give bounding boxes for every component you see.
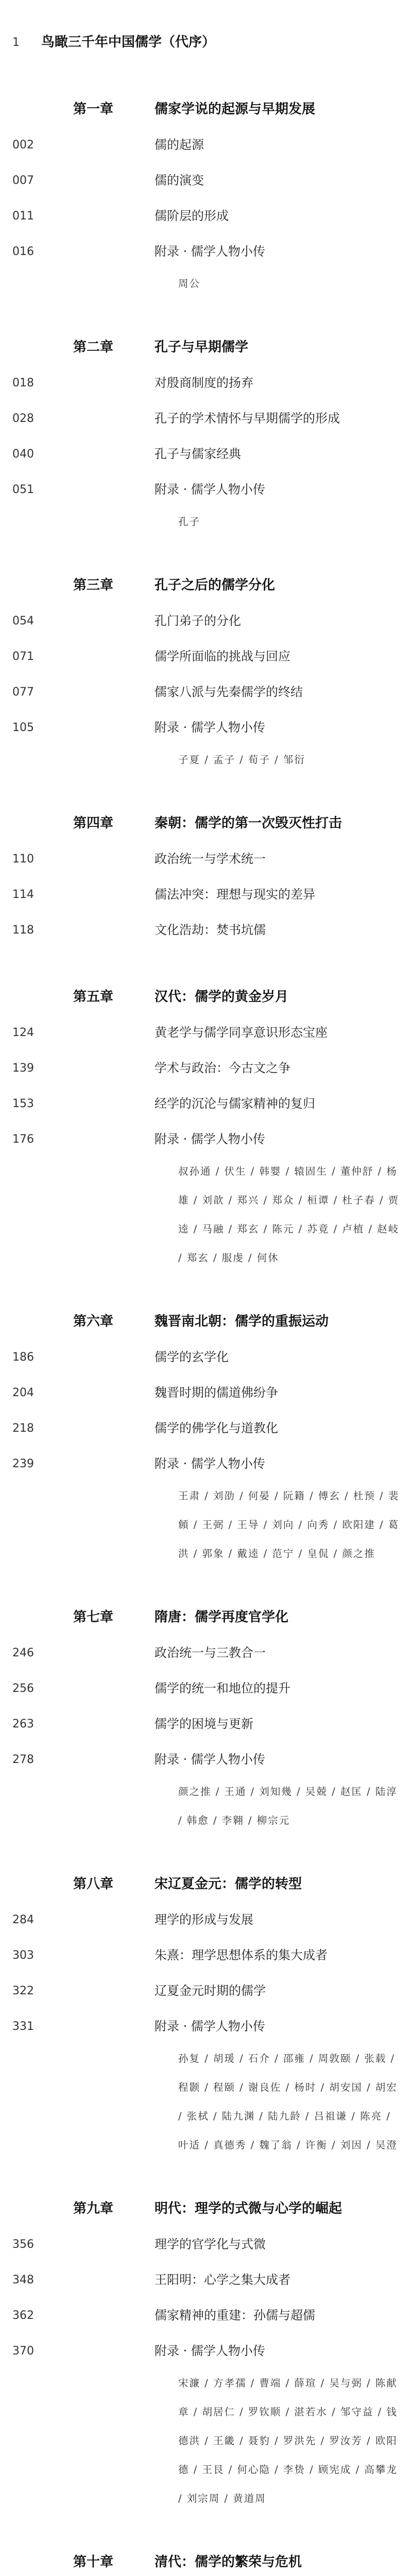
page-number: 176 <box>12 1133 34 1146</box>
section-title: 附录 · 儒学人物小传 <box>154 1456 265 1471</box>
section-entry[interactable] <box>0 1050 412 1086</box>
section-entry[interactable] <box>0 198 412 234</box>
section-entry[interactable] <box>0 1375 412 1411</box>
chapter-label: 第六章 <box>73 1314 114 1329</box>
section-entry[interactable] <box>0 2227 412 2262</box>
page-number: 331 <box>12 2020 34 2033</box>
page-number: 124 <box>12 1026 34 1039</box>
page-number: 348 <box>12 2274 34 2286</box>
chapter-label: 第二章 <box>73 340 114 355</box>
section-entry[interactable] <box>0 1635 412 1671</box>
section-title: 儒的演变 <box>154 173 204 188</box>
biography-names: 叔孙通 / 伏生 / 韩婴 / 辕固生 / 董仲舒 / 杨雄 / 刘歆 / 郑兴 / 郑众 / 桓谭 / 杜子春 / 贾逵 / 马融 / 郑玄 / 陈元 / 苏竟 / 卢植 / 赵岐 / 郑玄 / 服虔 / 何休 <box>178 1165 400 1264</box>
page-number: 114 <box>12 888 34 901</box>
chapter-heading[interactable] <box>0 567 412 603</box>
chapter-heading[interactable] <box>0 979 412 1015</box>
chapter-heading[interactable] <box>0 1599 412 1635</box>
section-title: 儒学的佛学化与道教化 <box>154 1421 278 1435</box>
section-entry[interactable] <box>0 365 412 401</box>
section-title: 王阳明：心学之集大成者 <box>154 2273 290 2287</box>
section-title: 儒家八派与先秦儒学的终结 <box>154 685 303 699</box>
chapter-title: 隋唐：儒学再度官学化 <box>154 1609 289 1625</box>
section-title: 儒的起源 <box>154 138 204 152</box>
page-number: 077 <box>12 686 34 699</box>
section-title: 附录 · 儒学人物小传 <box>154 720 265 735</box>
section-title: 儒家精神的重建：孙儒与超儒 <box>154 2308 315 2323</box>
chapter-label: 第一章 <box>73 101 114 117</box>
section-title: 儒学的统一和地位的提升 <box>154 1681 290 1696</box>
section-entry[interactable] <box>0 1902 412 1938</box>
section-entry[interactable] <box>0 472 412 507</box>
page-number: 218 <box>12 1422 34 1435</box>
page-number: 018 <box>12 377 34 389</box>
section-title: 魏晋时期的儒道佛纷争 <box>154 1385 278 1400</box>
page-number: 051 <box>12 483 34 496</box>
section-title: 黄老学与儒学同享意识形态宝座 <box>154 1025 328 1040</box>
section-entry[interactable] <box>0 603 412 639</box>
page-number: 040 <box>12 448 34 461</box>
section-entry[interactable] <box>0 1122 412 1157</box>
section-entry[interactable] <box>0 1086 412 1122</box>
chapter-list <box>0 91 412 2576</box>
page-number: 256 <box>12 1682 34 1695</box>
chapter-heading[interactable] <box>0 2191 412 2227</box>
section-title: 理学的形成与发展 <box>154 1912 253 1927</box>
section-entry[interactable] <box>0 1742 412 1777</box>
chapter-heading[interactable] <box>0 1866 412 1902</box>
page-number: 204 <box>12 1386 34 1399</box>
page-number: 1 <box>12 36 20 49</box>
page-number: 263 <box>12 1718 34 1731</box>
page-number: 139 <box>12 1062 34 1075</box>
section-entry[interactable] <box>0 1340 412 1375</box>
page-number: 186 <box>12 1351 34 1364</box>
page-number: 303 <box>12 1949 34 1962</box>
page-number: 016 <box>12 245 34 258</box>
page-number: 071 <box>12 650 34 663</box>
section-title: 孔子与儒家经典 <box>154 447 241 461</box>
page-number: 370 <box>12 2345 34 2358</box>
biography-names: 孙复 / 胡瑗 / 石介 / 邵雍 / 周敦颐 / 张载 / 程颢 / 程颐 / 谢良佐 / 杨时 / 胡安国 / 胡宏 / 张栻 / 陆九渊 / 陆九龄 / 吕祖谦 / 陈亮 / 叶适 / 真德秀 / 魏了翁 / 许衡 / 刘因 / 吴澄 <box>178 2053 398 2151</box>
page-number: 002 <box>12 139 34 151</box>
chapter-heading[interactable] <box>0 91 412 127</box>
section-title: 附录 · 儒学人物小传 <box>154 2019 265 2033</box>
section-entry[interactable] <box>0 1706 412 1742</box>
section-entry[interactable] <box>0 1446 412 1482</box>
section-title: 对殷商制度的扬弃 <box>154 376 253 390</box>
section-title: 附录 · 儒学人物小传 <box>154 1752 265 1767</box>
chapter-title: 儒家学说的起源与早期发展 <box>154 101 316 117</box>
section-title: 政治统一与三教合一 <box>154 1646 266 1660</box>
section-entry[interactable] <box>0 2009 412 2044</box>
chapter-heading[interactable] <box>0 1303 412 1340</box>
section-title: 儒学所面临的挑战与回应 <box>154 649 290 664</box>
preface-title: 鸟瞰三千年中国儒学（代序） <box>41 35 216 50</box>
section-title: 政治统一与学术统一 <box>154 852 266 866</box>
page-number: 110 <box>12 853 34 866</box>
section-title: 附录 · 儒学人物小传 <box>154 482 265 497</box>
chapter-heading[interactable] <box>0 2544 412 2576</box>
page-number: 007 <box>12 174 34 187</box>
section-entry[interactable] <box>0 401 412 436</box>
chapter-title: 魏晋南北朝：儒学的重振运动 <box>154 1314 329 1329</box>
chapter-label: 第七章 <box>73 1609 114 1625</box>
chapter-title: 汉代：儒学的黄金岁月 <box>154 989 289 1005</box>
chapter-label: 第八章 <box>73 1876 114 1892</box>
page-number: 356 <box>12 2238 34 2251</box>
chapter-title: 孔子之后的儒学分化 <box>154 578 276 593</box>
section-entry[interactable] <box>0 1015 412 1050</box>
chapter-heading[interactable] <box>0 805 412 841</box>
chapter-title: 秦朝：儒学的第一次毁灭性打击 <box>154 816 342 831</box>
page-number: 362 <box>12 2309 34 2322</box>
section-title: 朱熹：理学思想体系的集大成者 <box>154 1948 328 1962</box>
section-title: 经学的沉沦与儒家精神的复归 <box>154 1096 315 1111</box>
chapter-heading[interactable] <box>0 329 412 365</box>
section-title: 学术与政治：今古文之争 <box>154 1061 290 1075</box>
section-entry[interactable] <box>0 163 412 198</box>
page-number: 011 <box>12 210 34 223</box>
page-number: 246 <box>12 1647 34 1659</box>
section-entry[interactable] <box>0 127 412 163</box>
page-number: 278 <box>12 1753 34 1766</box>
chapter-label: 第三章 <box>73 578 114 593</box>
section-title: 儒学的困境与更新 <box>154 1717 253 1731</box>
page-number: 105 <box>12 721 34 734</box>
chapter-title: 清代：儒学的繁荣与危机 <box>154 2554 302 2570</box>
biography-names: 王肃 / 刘劭 / 何晏 / 阮籍 / 傅玄 / 杜预 / 裴頠 / 王弼 / 王导 / 刘向 / 向秀 / 欧阳建 / 葛洪 / 郭象 / 戴逵 / 范宁 / 皇侃 / 颜之推 <box>178 1490 400 1560</box>
section-entry[interactable] <box>0 436 412 472</box>
page-number: 118 <box>12 924 34 937</box>
chapter-title: 明代：理学的式微与心学的崛起 <box>154 2201 342 2216</box>
chapter-label: 第十章 <box>73 2554 114 2570</box>
section-title: 理学的官学化与式微 <box>154 2237 266 2251</box>
page-number: 322 <box>12 1985 34 1997</box>
section-title: 附录 · 儒学人物小传 <box>154 2344 265 2358</box>
preface-entry[interactable] <box>0 25 412 60</box>
section-entry[interactable] <box>0 841 412 877</box>
section-entry[interactable] <box>0 674 412 710</box>
section-title: 孔门弟子的分化 <box>154 614 241 628</box>
page-number: 153 <box>12 1097 34 1110</box>
section-entry[interactable] <box>0 234 412 269</box>
biography-names: 颜之推 / 王通 / 刘知幾 / 吴兢 / 赵匡 / 陆淳 / 韩愈 / 李翱 / 柳宗元 <box>178 1786 398 1826</box>
section-title: 儒阶层的形成 <box>154 209 229 223</box>
chapter-label: 第四章 <box>73 816 114 831</box>
section-entry[interactable] <box>0 1671 412 1706</box>
section-title: 附录 · 儒学人物小传 <box>154 244 265 259</box>
chapter-label: 第九章 <box>73 2201 114 2216</box>
section-entry[interactable] <box>0 877 412 912</box>
chapter-title: 宋辽夏金元：儒学的转型 <box>154 1876 302 1892</box>
section-title: 附录 · 儒学人物小传 <box>154 1132 265 1146</box>
chapter-label: 第五章 <box>73 989 114 1005</box>
biography-names: 孔子 <box>178 516 201 528</box>
section-title: 儒法冲突：理想与现实的差异 <box>154 887 315 902</box>
page-number: 028 <box>12 412 34 425</box>
biography-names: 周公 <box>178 278 201 290</box>
section-entry[interactable] <box>0 2262 412 2298</box>
section-entry[interactable] <box>0 2298 412 2333</box>
biography-names: 宋濂 / 方孝孺 / 曹端 / 薛瑄 / 吴与弼 / 陈献章 / 胡居仁 / 罗钦顺 / 湛若水 / 邹守益 / 钱德洪 / 王畿 / 聂豹 / 罗洪先 / 罗汝芳 / 欧阳德 / 王艮 / 何心隐 / 李贽 / 顾宪成 / 高攀龙 / 刘宗周 / 黄道周 <box>178 2377 398 2504</box>
page-number: 054 <box>12 615 34 628</box>
section-title: 辽夏金元时期的儒学 <box>154 1984 266 1998</box>
section-entry[interactable] <box>0 1973 412 2009</box>
section-title: 孔子的学术情怀与早期儒学的形成 <box>154 411 340 426</box>
section-entry[interactable] <box>0 1938 412 1973</box>
chapter-title: 孔子与早期儒学 <box>154 340 249 355</box>
section-entry[interactable] <box>0 639 412 674</box>
biography-names: 子夏 / 孟子 / 荀子 / 邹衍 <box>178 754 305 766</box>
page-number: 239 <box>12 1458 34 1470</box>
section-entry[interactable] <box>0 1411 412 1446</box>
section-title: 文化浩劫：焚书坑儒 <box>154 923 266 937</box>
page-number: 284 <box>12 1913 34 1926</box>
section-title: 儒学的玄学化 <box>154 1350 229 1364</box>
section-entry[interactable] <box>0 710 412 745</box>
section-entry[interactable] <box>0 912 412 948</box>
section-entry[interactable] <box>0 2333 412 2369</box>
